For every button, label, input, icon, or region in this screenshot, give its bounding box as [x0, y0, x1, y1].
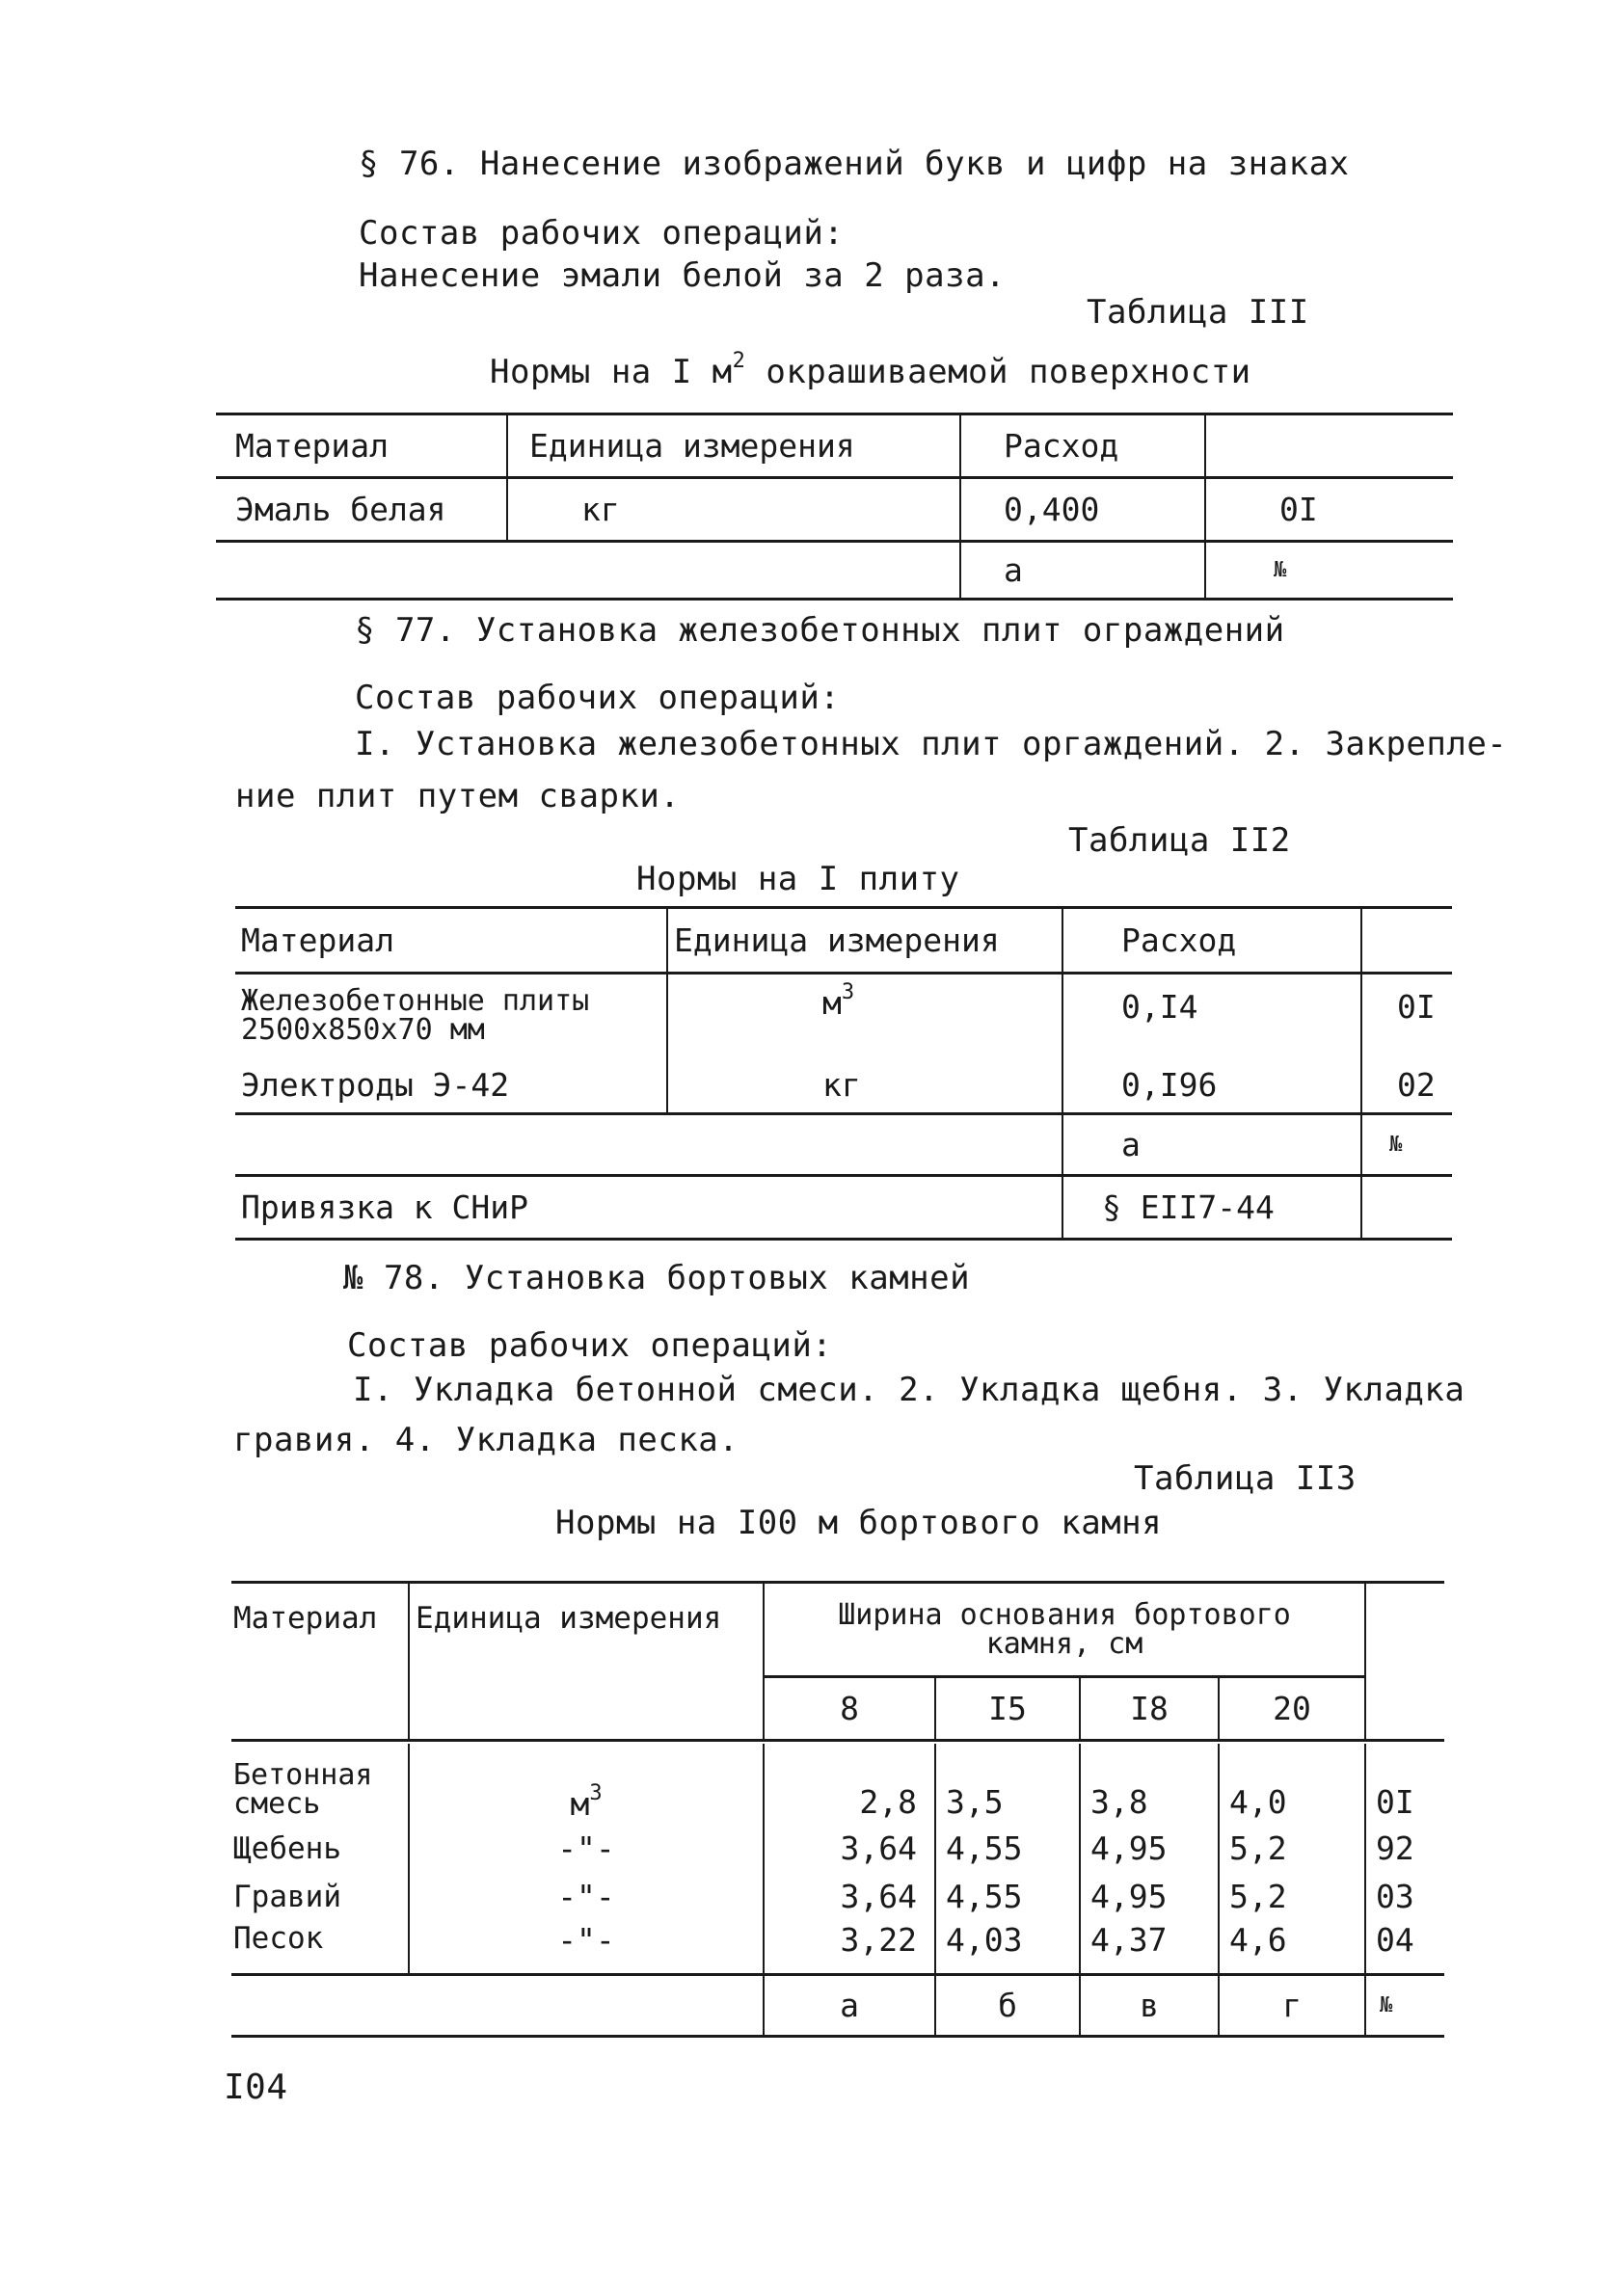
section-76-heading: § 76. Нанесение изображений букв и цифр на знаках [359, 145, 1350, 183]
cell-width-15: 4,55 [935, 1825, 1080, 1873]
cell-code: 02 [1361, 1058, 1452, 1114]
binding-label: Привязка к СНиР [235, 1176, 1062, 1240]
section-78-ops-line2: гравия. 4. Укладка песка. [233, 1421, 739, 1459]
table-111 [216, 413, 1453, 601]
header-width-group: Ширина основания бортового камня, см [764, 1583, 1365, 1677]
cell-width-8: 2,8 [764, 1744, 935, 1825]
table-113-label: Таблица II3 [1134, 1459, 1357, 1498]
cell-unit: кг [507, 478, 960, 542]
footer-column-b: б [935, 1975, 1080, 2037]
section-77-ops-title: Состав рабочих операций: [355, 679, 841, 717]
table-row [231, 1825, 1444, 1873]
table-113-norms: Нормы на I00 м бортового камня [555, 1504, 1163, 1542]
cell-code: 04 [1365, 1921, 1444, 1975]
cell-width-20: 5,2 [1219, 1825, 1365, 1873]
cell-material: Электроды Э-42 [235, 1058, 667, 1114]
header-code [1361, 908, 1452, 974]
table-111-label: Таблица III [1087, 293, 1309, 332]
cell-material: Бетонная смесь [231, 1744, 409, 1825]
header-consumption: Расход [1062, 908, 1361, 974]
cell-code: 03 [1376, 1878, 1414, 1915]
footer-column-a: а [764, 1975, 935, 2037]
cell-width-20: 4,0 [1219, 1744, 1365, 1825]
section-78-ops-line1: I. Укладка бетонной смеси. 2. Укладка щебня. 3. Укладка [353, 1371, 1465, 1409]
page-number: I04 [224, 2068, 288, 2107]
cell-width-18: 3,8 [1080, 1744, 1219, 1825]
cell-width-8: 3,64 [764, 1825, 935, 1873]
table-row [231, 1744, 1444, 1825]
cell-material: Железобетонные плиты 2500х850х70 мм [235, 974, 667, 1058]
section-76-ops-text: Нанесение эмали белой за 2 раза. [359, 256, 1007, 295]
cell-material: Песок [231, 1921, 409, 1975]
table-112-binding-row [235, 1176, 1452, 1240]
header-width-20: 20 [1219, 1677, 1365, 1741]
cell-width-20: 4,6 [1219, 1921, 1365, 1975]
header-width-8: 8 [764, 1677, 935, 1741]
binding-value: § ЕII7-44 [1062, 1176, 1361, 1240]
header-material: Материал [231, 1583, 409, 1741]
table-112-label: Таблица II2 [1068, 821, 1291, 860]
footer-number-sign: № [1205, 542, 1453, 600]
table-112-norms: Нормы на I плиту [636, 860, 960, 898]
cell-unit: -"- [409, 1921, 764, 1975]
cell-width-20: 5,2 [1219, 1873, 1365, 1921]
cell-unit: -"- [409, 1825, 764, 1873]
table-113 [231, 1581, 1444, 2038]
section-77-ops-line1: I. Установка железобетонных плит оргаждений. 2. Закрепле- [355, 725, 1508, 763]
table-112 [235, 906, 1452, 1241]
table-112-footer-row [235, 1114, 1452, 1176]
cell-consumption: 0,400 [960, 478, 1205, 542]
header-material: Материал [235, 908, 667, 974]
header-consumption: Расход [960, 414, 1205, 478]
cell-material: Щебень [231, 1825, 409, 1873]
header-unit: Единица измерения [507, 414, 960, 478]
table-113-header-row [231, 1583, 1444, 1677]
cell-width-8: 3,22 [764, 1921, 935, 1975]
footer-number-sign: № [1361, 1114, 1452, 1176]
section-77-ops-line2: ние плит путем сварки. [235, 777, 681, 815]
cell-material: Эмаль белая [216, 478, 507, 542]
cell-width-8: 3,64 [764, 1873, 935, 1921]
header-material: Материал [216, 414, 507, 478]
footer-column-a: а [1062, 1114, 1361, 1176]
cell-width-18: 4,37 [1080, 1921, 1219, 1975]
cell-unit: -"- [409, 1873, 764, 1921]
cell-width-18: 4,95 [1080, 1873, 1219, 1921]
footer-column-v: в [1080, 1975, 1219, 2037]
section-76-ops-title: Состав рабочих операций: [359, 214, 845, 253]
cell-material: Гравий [231, 1873, 409, 1921]
header-width-18: I8 [1080, 1677, 1219, 1741]
cell-code: 0I [1205, 478, 1453, 542]
header-unit: Единица измерения [409, 1583, 764, 1741]
footer-number-sign: № [1365, 1975, 1444, 2037]
table-111-header-row [216, 414, 1453, 478]
section-78-heading: № 78. Установка бортовых камней [343, 1259, 971, 1297]
table-row [231, 1873, 1444, 1921]
cell-unit: $м^3$ [409, 1744, 764, 1825]
footer-column-g: г [1219, 1975, 1365, 2037]
footer-column-a: а [960, 542, 1205, 600]
table-row [231, 1921, 1444, 1975]
header-unit: Единица измерения [667, 908, 1062, 974]
cell-code: 92 [1376, 1829, 1414, 1867]
header-code [1205, 414, 1453, 478]
cell-width-15: 4,03 [935, 1921, 1080, 1975]
cell-width-15: 4,55 [935, 1873, 1080, 1921]
table-111-norms: Нормы на I $м^2$ окрашиваемой поверхности [490, 349, 1251, 391]
header-width-15: I5 [935, 1677, 1080, 1741]
cell-code: 0I [1376, 1782, 1414, 1821]
cell-consumption: 0,I4 [1062, 974, 1361, 1058]
section-78-ops-title: Состав рабочих операций: [347, 1326, 833, 1365]
cell-unit: кг [667, 1058, 1062, 1114]
cell-width-18: 4,95 [1080, 1825, 1219, 1873]
section-77-heading: § 77. Установка железобетонных плит ограждений [355, 611, 1285, 650]
table-row [216, 478, 1453, 542]
table-row [235, 974, 1452, 1058]
cell-code: 0I [1397, 988, 1436, 1026]
cell-unit: $м^3$ [667, 974, 1062, 1058]
cell-consumption: 0,I96 [1062, 1058, 1361, 1114]
cell-width-15: 3,5 [935, 1744, 1080, 1825]
table-112-header-row [235, 908, 1452, 974]
table-row [235, 1058, 1452, 1114]
table-111-footer-row [216, 542, 1453, 600]
table-113-footer-row [231, 1975, 1444, 2037]
